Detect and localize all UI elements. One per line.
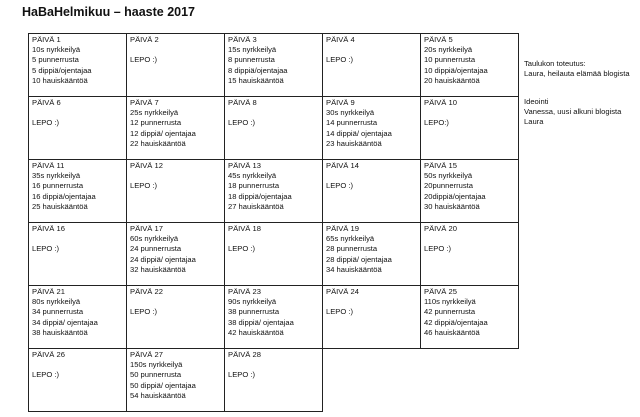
idea-heading: Ideointi: [524, 97, 549, 106]
day-label: PÄIVÄ 24: [326, 287, 359, 296]
spacer: [424, 234, 518, 244]
day-cell: [323, 34, 421, 97]
exercise-line: 23 hauiskääntöä: [326, 138, 382, 148]
exercise-line: 14 punnerrusta: [326, 118, 378, 128]
exercise-line: 12 punnerrusta: [130, 118, 182, 128]
calendar-row: [29, 97, 519, 160]
spacer: [130, 297, 224, 307]
exercise-line: 12 dippiä/ ojentajaa: [130, 128, 196, 138]
day-cell: [421, 34, 519, 97]
day-cell: [225, 160, 323, 223]
exercise-line: 35s nyrkkeilyä: [32, 171, 81, 181]
idea-note: [524, 97, 621, 128]
day-cell: [323, 286, 421, 349]
spacer: [130, 171, 224, 181]
day-cell: [127, 223, 225, 286]
exercise-line: 28 dippiä/ ojentajaa: [326, 254, 392, 264]
exercise-line: 50s nyrkkeilyä: [424, 171, 473, 181]
exercise-line: 90s nyrkkeilyä: [228, 297, 277, 307]
day-label: PÄIVÄ 25: [424, 287, 457, 296]
day-label: PÄIVÄ 19: [326, 224, 359, 233]
spacer: [228, 360, 322, 370]
exercise-line: 25 hauiskääntöä: [32, 201, 88, 211]
day-cell: [225, 286, 323, 349]
exercise-line: LEPO :): [32, 244, 60, 254]
day-label: PÄIVÄ 8: [228, 98, 257, 107]
exercise-line: LEPO :): [130, 307, 158, 317]
document-title: HaBaHelmikuu – haaste 2017: [22, 5, 196, 19]
exercise-line: 8 punnerrusta: [228, 55, 275, 65]
day-cell: [127, 349, 225, 412]
day-cell: [421, 97, 519, 160]
spacer: [424, 108, 518, 118]
exercise-line: 15 hauiskääntöä: [228, 75, 284, 85]
day-label: PÄIVÄ 26: [32, 350, 65, 359]
exercise-line: 60s nyrkkeilyä: [130, 234, 179, 244]
exercise-line: 20s nyrkkeilyä: [424, 45, 473, 55]
day-label: PÄIVÄ 14: [326, 161, 359, 170]
exercise-line: LEPO :): [228, 370, 256, 380]
exercise-line: 30s nyrkkeilyä: [326, 108, 375, 118]
day-label: PÄIVÄ 12: [130, 161, 163, 170]
exercise-line: 25s nyrkkeilyä: [130, 108, 179, 118]
spacer: [326, 297, 420, 307]
day-label: PÄIVÄ 1: [32, 35, 61, 44]
day-cell: [421, 160, 519, 223]
exercise-line: LEPO :): [130, 55, 158, 65]
challenge-calendar-table: [28, 33, 519, 412]
exercise-line: LEPO :): [326, 307, 354, 317]
day-label: PÄIVÄ 11: [32, 161, 65, 170]
day-label: PÄIVÄ 27: [130, 350, 163, 359]
exercise-line: 15s nyrkkeilyä: [228, 45, 277, 55]
day-cell: [421, 223, 519, 286]
exercise-line: 22 hauiskääntöä: [130, 138, 186, 148]
calendar-row: [29, 34, 519, 97]
day-cell: [127, 97, 225, 160]
day-label: PÄIVÄ 10: [424, 98, 457, 107]
idea-line-1: Vanessa, uusi alkuni blogista: [524, 107, 622, 117]
calendar-row: [29, 349, 519, 412]
day-cell: [225, 97, 323, 160]
exercise-line: 42 dippiä/ojentajaa: [424, 317, 488, 327]
day-label: PÄIVÄ 4: [326, 35, 355, 44]
day-cell: [29, 160, 127, 223]
day-label: PÄIVÄ 9: [326, 98, 355, 107]
exercise-line: 46 hauiskääntöä: [424, 327, 480, 337]
day-cell: [323, 160, 421, 223]
day-label: PÄIVÄ 22: [130, 287, 163, 296]
empty-cell: [421, 349, 519, 412]
day-label: PÄIVÄ 20: [424, 224, 457, 233]
spacer: [326, 171, 420, 181]
day-cell: [323, 97, 421, 160]
day-cell: [225, 223, 323, 286]
day-cell: [29, 349, 127, 412]
day-cell: [127, 34, 225, 97]
exercise-line: LEPO :): [326, 181, 354, 191]
credits-heading: Taulukon toteutus:: [524, 59, 586, 68]
credits-text: Laura, heilauta elämää blogista: [524, 69, 630, 79]
day-label: PÄIVÄ 13: [228, 161, 261, 170]
exercise-line: 42 hauiskääntöä: [228, 327, 284, 337]
exercise-line: 38 hauiskääntöä: [32, 327, 88, 337]
day-cell: [127, 160, 225, 223]
day-label: PÄIVÄ 21: [32, 287, 65, 296]
day-label: PÄIVÄ 18: [228, 224, 261, 233]
spacer: [32, 108, 126, 118]
exercise-line: 80s nyrkkeilyä: [32, 297, 81, 307]
exercise-line: 16 dippiä/ojentajaa: [32, 191, 96, 201]
spacer: [228, 108, 322, 118]
exercise-line: LEPO :): [424, 244, 452, 254]
day-label: PÄIVÄ 7: [130, 98, 159, 107]
exercise-line: 10 dippiä/ojentajaa: [424, 65, 488, 75]
exercise-line: LEPO:): [424, 118, 449, 128]
calendar-row: [29, 160, 519, 223]
exercise-line: LEPO :): [32, 118, 60, 128]
exercise-line: 5 punnerrusta: [32, 55, 79, 65]
credits-note: [524, 59, 630, 79]
exercise-line: 50 dippiä/ ojentajaa: [130, 380, 196, 390]
day-cell: [29, 286, 127, 349]
day-cell: [127, 286, 225, 349]
exercise-line: 45s nyrkkeilyä: [228, 171, 277, 181]
day-label: PÄIVÄ 2: [130, 35, 159, 44]
exercise-line: LEPO :): [228, 118, 256, 128]
exercise-line: 28 punnerrusta: [326, 244, 378, 254]
exercise-line: 20punnerrusta: [424, 181, 473, 191]
exercise-line: 50 punnerrusta: [130, 370, 182, 380]
exercise-line: 24 punnerrusta: [130, 244, 182, 254]
spacer: [32, 360, 126, 370]
day-cell: [225, 34, 323, 97]
exercise-line: 10s nyrkkeilyä: [32, 45, 81, 55]
day-label: PÄIVÄ 23: [228, 287, 261, 296]
spacer: [130, 45, 224, 55]
exercise-line: 150s nyrkkeilyä: [130, 360, 183, 370]
day-label: PÄIVÄ 17: [130, 224, 163, 233]
day-cell: [29, 34, 127, 97]
exercise-line: 20 hauiskääntöä: [424, 75, 480, 85]
exercise-line: 54 hauiskääntöä: [130, 390, 186, 400]
day-cell: [29, 97, 127, 160]
exercise-line: 8 dippiä/ojentajaa: [228, 65, 288, 75]
exercise-line: 30 hauiskääntöä: [424, 201, 480, 211]
day-label: PÄIVÄ 28: [228, 350, 261, 359]
exercise-line: 27 hauiskääntöä: [228, 201, 284, 211]
exercise-line: LEPO :): [130, 181, 158, 191]
idea-line-2: Laura: [524, 117, 544, 127]
exercise-line: 10 punnerrusta: [424, 55, 476, 65]
exercise-line: 34 punnerrusta: [32, 307, 84, 317]
exercise-line: 110s nyrkkeilyä: [424, 297, 476, 307]
day-label: PÄIVÄ 16: [32, 224, 65, 233]
exercise-line: 14 dippiä/ ojentajaa: [326, 128, 392, 138]
exercise-line: 34 hauiskääntöä: [326, 264, 382, 274]
exercise-line: 42 punnerrusta: [424, 307, 476, 317]
spacer: [32, 234, 126, 244]
day-label: PÄIVÄ 15: [424, 161, 457, 170]
day-cell: [29, 223, 127, 286]
spacer: [228, 234, 322, 244]
exercise-line: 5 dippiä/ojentajaa: [32, 65, 92, 75]
exercise-line: 16 punnerrusta: [32, 181, 84, 191]
exercise-line: LEPO :): [32, 370, 60, 380]
calendar-row: [29, 223, 519, 286]
exercise-line: 34 dippiä/ ojentajaa: [32, 317, 98, 327]
day-cell: [421, 286, 519, 349]
day-cell: [225, 349, 323, 412]
exercise-line: 24 dippiä/ ojentajaa: [130, 254, 196, 264]
exercise-line: 10 hauiskääntöä: [32, 75, 88, 85]
exercise-line: 18 dippiä/ojentajaa: [228, 191, 292, 201]
exercise-line: 38 punnerrusta: [228, 307, 280, 317]
exercise-line: LEPO :): [228, 244, 256, 254]
day-label: PÄIVÄ 5: [424, 35, 453, 44]
day-label: PÄIVÄ 3: [228, 35, 257, 44]
calendar-row: [29, 286, 519, 349]
spacer: [326, 45, 420, 55]
day-cell: [323, 223, 421, 286]
exercise-line: 32 hauiskääntöä: [130, 264, 186, 274]
exercise-line: 65s nyrkkeilyä: [326, 234, 375, 244]
exercise-line: 18 punnerrusta: [228, 181, 280, 191]
exercise-line: 38 dippiä/ ojentajaa: [228, 317, 294, 327]
exercise-line: 20dippiä/ojentajaa: [424, 191, 486, 201]
day-label: PÄIVÄ 6: [32, 98, 61, 107]
empty-cell: [323, 349, 421, 412]
exercise-line: LEPO :): [326, 55, 354, 65]
